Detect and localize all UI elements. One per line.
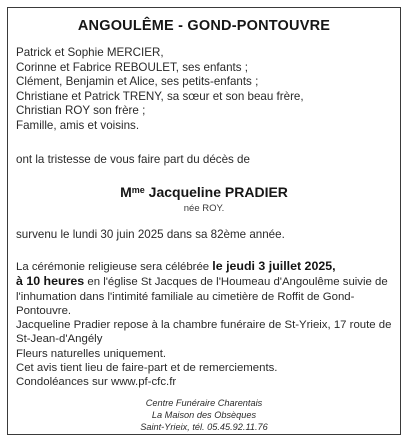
obituary-notice [7, 7, 401, 435]
ceremony-line-3: l'inhumation dans l'intimité familiale au cimetière de Roffit de Gond- [16, 290, 355, 303]
maiden-name: née ROY. [183, 203, 225, 214]
ceremony-line-2: à 10 heures en l'église St Jacques de l'Houmeau d'Angoulême suivie de [16, 274, 388, 289]
family-line: Christian ROY son frère ; [16, 104, 146, 118]
family-line: Christiane et Patrick TRENY, sa sœur et son beau frère, [16, 89, 304, 103]
title-prefix-sup: me [131, 185, 145, 195]
title-prefix: M [120, 184, 132, 200]
family-line: Famille, amis et voisins. [16, 118, 140, 132]
deceased-fullname: Jacqueline PRADIER [148, 184, 288, 200]
footer-line: Centre Funéraire Charentais [145, 398, 263, 408]
funeral-home-footer [8, 398, 400, 433]
family-line: Clément, Benjamin et Alice, ses petits-enfants ; [16, 75, 259, 89]
rest-line: Jacqueline Pradier repose à la chambre funéraire de St-Yrieix, 17 route de [16, 319, 392, 332]
family-list [16, 46, 394, 134]
ceremony-line-4: Pontouvre. [16, 304, 72, 317]
ceremony-details [16, 259, 392, 390]
announcement-text: ont la tristesse de vous faire part du décès de [16, 153, 250, 166]
footer-line: La Maison des Obsèques [151, 409, 257, 420]
rest-line: Fleurs naturelles uniquement. [16, 347, 167, 360]
notice-title: ANGOULÊME - GOND-PONTOUVRE [77, 18, 331, 34]
death-date: survenu le lundi 30 juin 2025 dans sa 82ème année. [16, 228, 285, 241]
family-line: Patrick et Sophie MERCIER, [16, 46, 164, 59]
rest-line: Cet avis tient lieu de faire-part et de remerciements. [16, 362, 278, 375]
ceremony-time: à 10 heures [16, 274, 85, 289]
deceased-name [8, 184, 400, 200]
ceremony-date: le jeudi 3 juillet 2025, [212, 259, 336, 273]
rest-line: St-Jean-d'Angély [16, 333, 103, 346]
ceremony-line-1: La cérémonie religieuse sera célébrée le jeudi 3 juillet 2025, [16, 259, 336, 273]
condolences-line: Condoléances sur www.pf-cfc.fr [16, 376, 177, 389]
family-line: Corinne et Fabrice REBOULET, ses enfants ; [16, 60, 248, 74]
footer-line: Saint-Yrieix, tél. 05.45.92.11.76 [140, 421, 268, 432]
